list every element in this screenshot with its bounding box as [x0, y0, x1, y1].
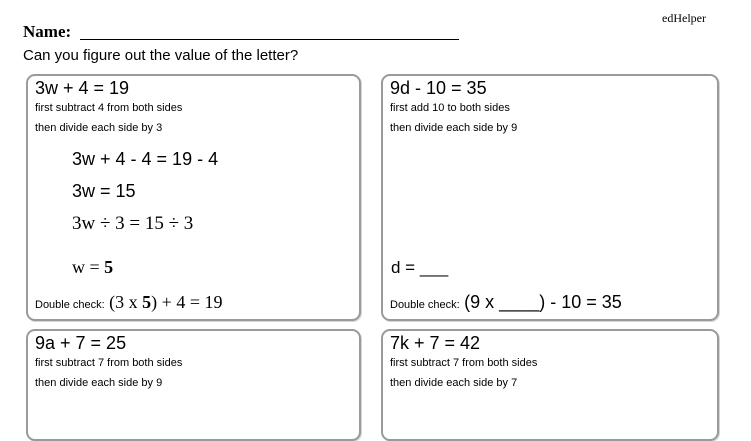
work-line-2: 3w = 15 [72, 181, 136, 201]
work-line-3: 3w ÷ 3 = 15 ÷ 3 [72, 213, 194, 234]
double-check [35, 292, 222, 313]
problem-equation: 9a + 7 = 25 [35, 333, 127, 353]
problem-card-3 [26, 329, 361, 441]
step-two: then divide each side by 7 [390, 377, 518, 389]
solution-value: 5 [104, 257, 114, 277]
step-one: first subtract 4 from both sides [35, 102, 183, 114]
work-line-1: 3w + 4 - 4 = 19 - 4 [72, 149, 219, 169]
step-one: first add 10 to both sides [390, 102, 510, 114]
step-two: then divide each side by 3 [35, 122, 163, 134]
step-one: first subtract 7 from both sides [35, 357, 183, 369]
step-two: then divide each side by 9 [390, 122, 518, 134]
double-check-label: Double check: [35, 299, 105, 311]
problem-card-2 [381, 74, 719, 321]
check-prefix: (3 x [109, 292, 143, 312]
double-check [390, 292, 622, 313]
problem-card-4 [381, 329, 719, 441]
solution-prefix: w = [72, 257, 105, 277]
worksheet-instructions: Can you figure out the value of the letter? [23, 47, 299, 64]
answer-blank[interactable]: d = ___ [391, 258, 449, 277]
check-suffix: ) + 4 = 19 [151, 292, 223, 312]
step-two: then divide each side by 9 [35, 377, 163, 389]
double-check-expression [109, 292, 222, 312]
double-check-label: Double check: [390, 299, 460, 311]
name-line[interactable] [80, 39, 459, 40]
step-one: first subtract 7 from both sides [390, 357, 538, 369]
check-value: 5 [142, 292, 152, 312]
problem-equation: 7k + 7 = 42 [390, 333, 481, 353]
work-solution [72, 257, 113, 278]
double-check-expression[interactable]: (9 x ____) - 10 = 35 [464, 292, 622, 312]
problem-equation: 3w + 4 = 19 [35, 78, 130, 98]
problem-equation: 9d - 10 = 35 [390, 78, 487, 98]
problem-card-1 [26, 74, 361, 321]
brand-label: edHelper [662, 11, 706, 25]
name-label: Name: [23, 22, 72, 41]
